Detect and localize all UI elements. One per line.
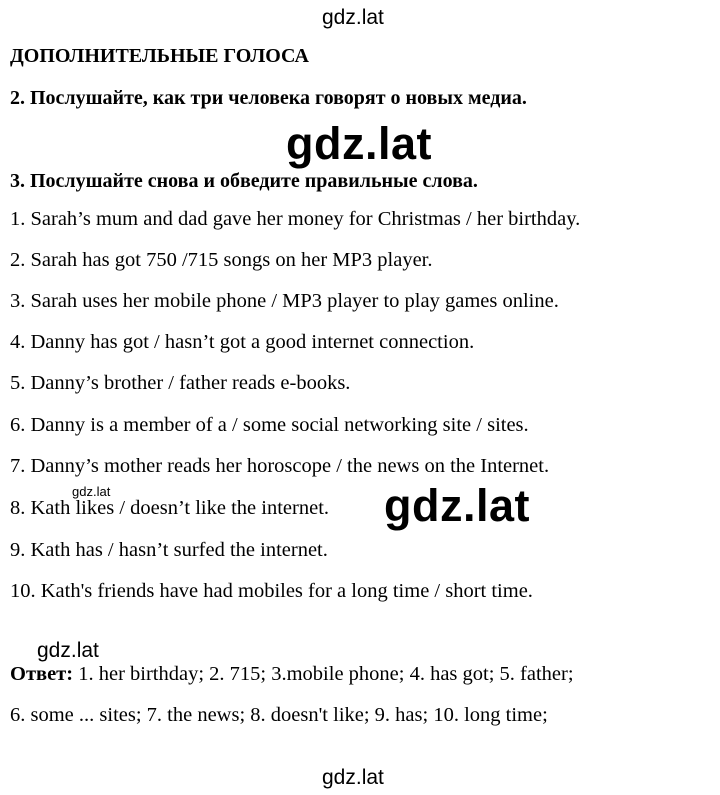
list-item-2: 2. Sarah has got 750 /715 songs on her MP3 player. bbox=[10, 249, 433, 271]
watermark-tiny: gdz.lat bbox=[72, 484, 111, 499]
answer-line-1 bbox=[10, 662, 574, 686]
section-title: ДОПОЛНИТЕЛЬНЫЕ ГОЛОСА bbox=[10, 45, 309, 67]
watermark-big-2: gdz.lat bbox=[384, 480, 530, 531]
list-item-4: 4. Danny has got / hasn’t got a good internet connection. bbox=[10, 331, 475, 353]
answer-line-2: 6. some ... sites; 7. the news; 8. doesn't like; 9. has; 10. long time; bbox=[10, 704, 548, 726]
list-item-1: 1. Sarah’s mum and dad gave her money for Christmas / her birthday. bbox=[10, 208, 581, 230]
answer-label: Ответ: bbox=[10, 663, 74, 685]
task-3-instruction: 3. Послушайте снова и обведите правильные слова. bbox=[10, 170, 478, 192]
watermark-big-1: gdz.lat bbox=[286, 118, 432, 169]
watermark-bottom: gdz.lat bbox=[322, 766, 384, 789]
list-item-10: 10. Kath's friends have had mobiles for a long time / short time. bbox=[10, 580, 533, 602]
list-item-3: 3. Sarah uses her mobile phone / MP3 player to play games online. bbox=[10, 290, 559, 312]
list-item-8: 8. Kath likes / doesn’t like the internet. bbox=[10, 497, 330, 519]
answer-text-1: 1. her birthday; 2. 715; 3.mobile phone; 4. has got; 5. father; bbox=[73, 663, 574, 685]
watermark-top: gdz.lat bbox=[322, 6, 384, 29]
list-item-5: 5. Danny’s brother / father reads e-books. bbox=[10, 372, 351, 394]
watermark-answer: gdz.lat bbox=[37, 639, 99, 662]
task-2-instruction: 2. Послушайте, как три человека говорят о новых медиа. bbox=[10, 87, 527, 109]
list-item-6: 6. Danny is a member of a / some social networking site / sites. bbox=[10, 414, 529, 436]
list-item-9: 9. Kath has / hasn’t surfed the internet. bbox=[10, 539, 328, 561]
list-item-7: 7. Danny’s mother reads her horoscope / the news on the Internet. bbox=[10, 455, 550, 477]
